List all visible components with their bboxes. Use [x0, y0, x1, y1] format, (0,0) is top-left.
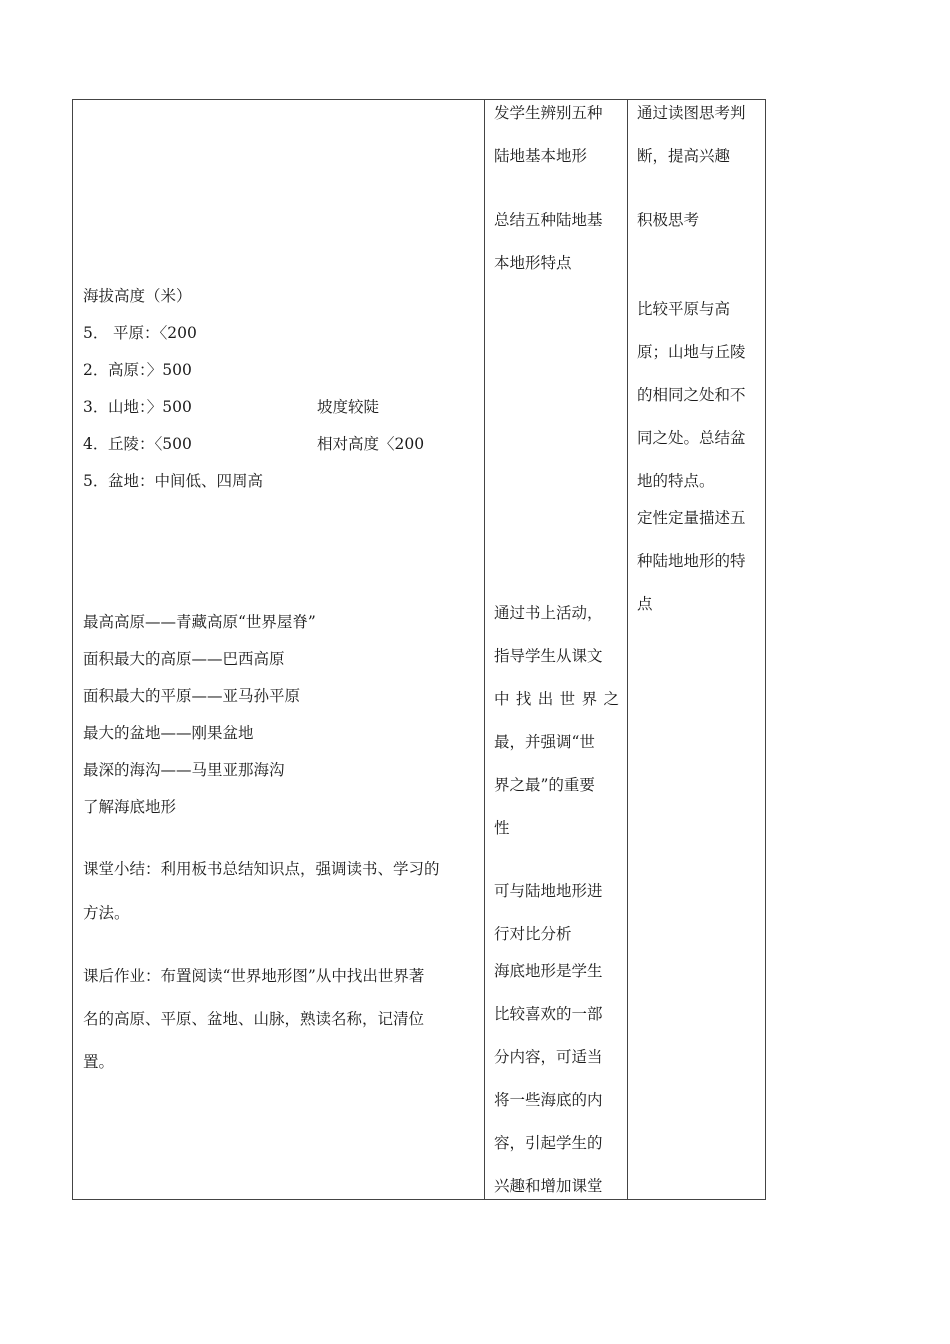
char: 出 [537, 690, 554, 708]
landform-text: 高原：〉500 [108, 361, 192, 379]
column-text-line: 指导学生从课文 [494, 647, 603, 665]
summary-line: 方法。 [83, 904, 130, 922]
column-text-line: 比较喜欢的一部 [494, 1005, 603, 1023]
altitude-header: 海拔高度（米） [83, 287, 192, 305]
column-text-line: 发学生辨别五种 [494, 104, 603, 122]
landform-number: 3． [83, 398, 109, 416]
column-text-line: 性 [494, 819, 510, 837]
column-text-line: 地的特点。 [637, 472, 715, 490]
homework-line: 置。 [83, 1053, 115, 1071]
char: 之 [603, 690, 619, 708]
column-text-line: 可与陆地地形进 [494, 882, 603, 900]
column-text-line: 总结五种陆地基 [494, 211, 603, 229]
char: 世 [559, 690, 576, 708]
column-text-line: 兴趣和增加课堂 [494, 1177, 603, 1195]
column-text-line: 定性定量描述五 [637, 509, 746, 527]
char: 界 [581, 690, 598, 708]
column-divider [627, 100, 628, 1199]
column-text-line: 的相同之处和不 [637, 386, 746, 404]
column-text-line: 分内容，可适当 [494, 1048, 603, 1066]
world-record-line: 最大的盆地——刚果盆地 [83, 724, 254, 742]
homework-line: 名的高原、平原、盆地、山脉，熟读名称，记清位 [83, 1010, 425, 1028]
landform-note: 相对高度〈200 [317, 435, 425, 453]
column-text-line: 海底地形是学生 [494, 962, 603, 980]
landform-number: 2． [83, 361, 109, 379]
landform-text: 山地：〉500 [108, 398, 192, 416]
column-text-line: 种陆地地形的特 [637, 552, 746, 570]
landform-number: 5． [83, 472, 109, 490]
column-text-line: 同之处。总结盆 [637, 429, 746, 447]
char: 中 [494, 690, 510, 708]
column-text-line: 容，引起学生的 [494, 1134, 603, 1152]
landform-number: 5． [83, 324, 109, 342]
homework-line: 课后作业：布置阅读“世界地形图”从中找出世界著 [83, 967, 425, 985]
landform-text: 盆地：中间低、四周高 [108, 472, 264, 490]
column-text-line: 通过书上活动， [494, 604, 603, 622]
column-text-line: 最，并强调“世 [494, 733, 595, 751]
landform-text: 平原：〈200 [113, 324, 197, 342]
column-text-line: 界之最”的重要 [494, 776, 595, 794]
summary-line: 课堂小结：利用板书总结知识点，强调读书、学习的 [83, 860, 440, 878]
column-text-line: 将一些海底的内 [494, 1091, 603, 1109]
world-record-line: 最深的海沟——马里亚那海沟 [83, 761, 285, 779]
world-record-line: 了解海底地形 [83, 798, 177, 816]
column-text-line: 点 [637, 595, 653, 613]
world-record-line: 最高高原——青藏高原“世界屋脊” [83, 613, 316, 631]
char: 找 [515, 690, 532, 708]
landform-note: 坡度较陡 [317, 398, 380, 416]
landform-number: 4． [83, 435, 109, 453]
column-text-line: 通过读图思考判 [637, 104, 746, 122]
column-text-line: 断，提高兴趣 [637, 147, 731, 165]
world-record-line: 面积最大的平原——亚马孙平原 [83, 687, 301, 705]
landform-text: 丘陵：〈500 [108, 435, 192, 453]
world-record-line: 面积最大的高原——巴西高原 [83, 650, 285, 668]
column-text-line: 比较平原与高 [637, 300, 731, 318]
column-text-line: 积极思考 [637, 211, 700, 229]
justified-line [494, 689, 619, 709]
column-text-line: 原；山地与丘陵 [637, 343, 746, 361]
column-divider [484, 100, 485, 1199]
column-text-line: 本地形特点 [494, 254, 572, 272]
column-text-line: 陆地基本地形 [494, 147, 588, 165]
column-text-line: 行对比分析 [494, 925, 572, 943]
